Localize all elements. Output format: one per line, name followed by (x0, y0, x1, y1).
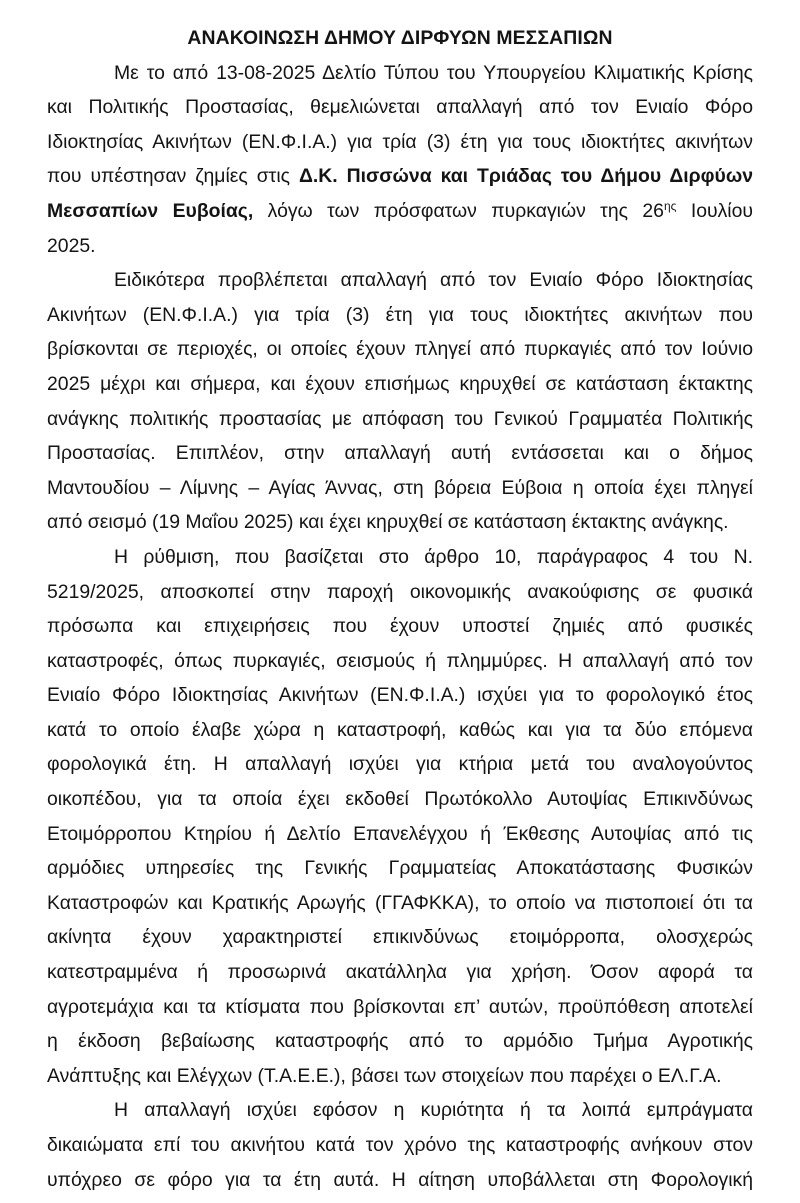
text-line: 2025 μέχρι και σήμερα, και έχουν επισήμως κηρυχθεί σε κατάσταση έκτακτης (47, 372, 753, 395)
text-segment: Ιουλίου (676, 199, 753, 222)
text-line: οικοπέδου, για τα οποία έχει εκδοθεί Πρωτόκολλο Αυτοψίας Επικινδύνως (47, 788, 753, 811)
text-line: Ενιαίο Φόρο Ιδιοκτησίας Ακινήτων (ΕΝ.Φ.Ι.Α.) ισχύει για το φορολογικό έτος (47, 684, 753, 707)
text-line: Η απαλλαγή ισχύει εφόσον η κυριότητα ή τα λοιπά εμπράγματα (114, 1099, 753, 1122)
text-line: πρόσωπα και επιχειρήσεις που έχουν υποστεί ζημιές από φυσικές (47, 615, 753, 638)
text-segment: που υπέστησαν ζημίες στις (47, 165, 299, 188)
text-line: ακίνητα έχουν χαρακτηριστεί επικινδύνως ετοιμόρροπα, ολοσχερώς (47, 926, 753, 949)
text-line: και Πολιτικής Προστασίας, θεμελιώνεται απαλλαγή από τον Ενιαίο Φόρο (47, 96, 753, 119)
text-line (47, 194, 753, 229)
text-line: η έκδοση βεβαίωσης καταστροφής από το αρμόδιο Τμήμα Αγροτικής (47, 1030, 753, 1053)
paragraph-1 (47, 56, 753, 264)
text-line: κατά το οποίο έλαβε χώρα η καταστροφή, καθώς και για τα δύο επόμενα (47, 718, 753, 741)
text-line: 2025. (47, 234, 96, 257)
document-title: ΑΝΑΚΟΙΝΩΣΗ ΔΗΜΟΥ ΔΙΡΦΥΩΝ ΜΕΣΣΑΠΙΩΝ (187, 27, 613, 49)
text-line: Ετοιμόρροπου Κτηρίου ή Δελτίο Επανελέγχου ή Έκθεσης Αυτοψίας από τις (47, 822, 753, 845)
text-line: Καταστροφών και Κρατικής Αρωγής (ΓΓΑΦΚΚΑ), το οποίο να πιστοποιεί ότι τα (47, 891, 753, 914)
text-line: ανάγκης πολιτικής προστασίας με απόφαση του Γενικού Γραμματέα Πολιτικής (47, 407, 753, 430)
text-line: αρμόδιες υπηρεσίες της Γενικής Γραμματείας Αποκατάστασης Φυσικών (47, 857, 753, 880)
text-line: δικαιώματα επί του ακινήτου κατά τον χρόνο της καταστροφής ανήκουν στον (47, 1134, 753, 1156)
text-line (47, 159, 753, 194)
text-line: καταστροφές, όπως πυρκαγιές, σεισμούς ή πλημμύρες. Η απαλλαγή από τον (47, 649, 753, 672)
text-line: Ιδιοκτησίας Ακινήτων (ΕΝ.Φ.Ι.Α.) για τρία (3) έτη για τους ιδιοκτήτες ακινήτων (47, 130, 753, 153)
paragraph-2 (47, 263, 753, 540)
text-line: βρίσκονται σε περιοχές, οι οποίες έχουν πληγεί από πυρκαγιές από τον Ιούνιο (47, 338, 753, 361)
text-line: Προστασίας. Επιπλέον, στην απαλλαγή αυτή εντάσσεται και ο δήμος (47, 442, 753, 465)
text-line: υπόχρεο σε φόρο για τα έτη αυτά. Η αίτηση υποβάλλεται στη Φορολογική (47, 1168, 753, 1191)
superscript-text: ης (663, 199, 677, 214)
text-line: αγροτεμάχια και τα κτίσματα που βρίσκονται επ’ αυτών, προϋπόθεση αποτελεί (47, 995, 753, 1018)
text-line: Ανάπτυξης και Ελέγχων (Τ.Α.Ε.Ε.), βάσει των στοιχείων που παρέχει ο ΕΛ.Γ.Α. (47, 1064, 722, 1087)
text-line: κατεστραμμένα ή προσωρινά ακατάλληλα για χρήση. Όσον αφορά τα (47, 961, 753, 984)
text-line: Ακινήτων (ΕΝ.Φ.Ι.Α.) για τρία (3) έτη για τους ιδιοκτήτες ακινήτων που (47, 303, 753, 326)
text-line: Μαντουδίου – Λίμνης – Αγίας Άννας, στη βόρεια Εύβοια η οποία έχει πληγεί (47, 476, 753, 499)
text-line: Η ρύθμιση, που βασίζεται στο άρθρο 10, παράγραφος 4 του Ν. (114, 545, 753, 568)
text-line: φορολογικά έτη. Η απαλλαγή ισχύει για κτήρια μετά του αναλογούντος (47, 753, 753, 776)
text-line: από σεισμό (19 Μαΐου 2025) και έχει κηρυχθεί σε κατάσταση έκτακτης ανάγκης. (47, 511, 729, 534)
bold-text: Δ.Κ. Πισσώνα και Τριάδας του Δήμου Διρφύων (298, 165, 753, 188)
text-line: 5219/2025, αποσκοπεί στην παροχή οικονομικής ανακούφισης σε φυσικά (47, 580, 753, 603)
paragraph-3 (47, 540, 753, 1094)
text-line: Με το από 13-08-2025 Δελτίο Τύπου του Υπουργείου Κλιματικής Κρίσης (114, 61, 753, 84)
bold-text: Μεσσαπίων Ευβοίας, (47, 199, 254, 222)
text-line: Ειδικότερα προβλέπεται απαλλαγή από τον Ενιαίο Φόρο Ιδιοκτησίας (114, 269, 753, 292)
paragraph-4 (47, 1093, 753, 1197)
text-segment: λόγω των πρόσφατων πυρκαγιών της 26 (253, 199, 664, 222)
